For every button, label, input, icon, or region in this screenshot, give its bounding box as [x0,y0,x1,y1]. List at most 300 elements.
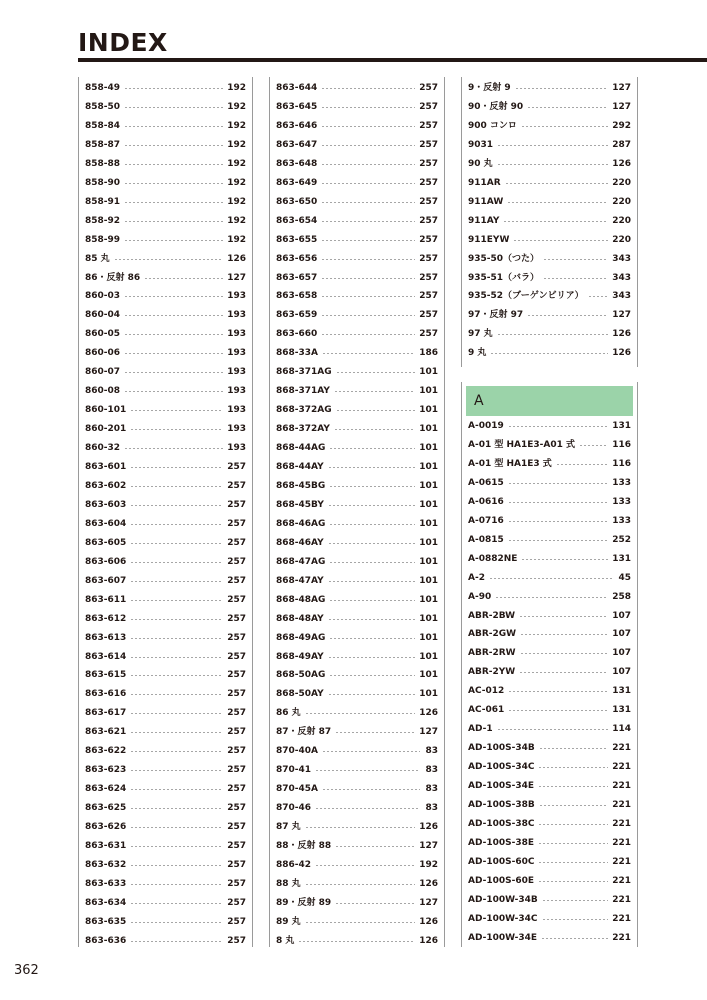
entry-page: 257 [227,480,246,491]
index-entry [276,856,438,875]
leader-dots [335,903,415,904]
index-entry [85,742,246,761]
index-entry [276,629,438,648]
entry-page: 343 [612,291,631,302]
entry-page: 220 [612,234,631,245]
index-entry [276,477,438,496]
entry-page: 101 [419,480,438,491]
leader-dots [543,278,608,279]
index-entry [276,534,438,553]
leader-dots [329,638,415,639]
entry-code: AD-1 [468,724,493,735]
entry-page: 126 [612,348,631,359]
entry-code: 863-616 [85,689,127,700]
entry-code: 9 丸 [468,348,487,359]
entry-code: 863-656 [276,253,318,264]
leader-dots [321,107,415,108]
entry-code: 863-621 [85,727,127,738]
entry-code: 87・反射 87 [276,727,332,738]
leader-dots [505,183,609,184]
entry-page: 257 [419,139,438,150]
entry-code: 868-47AY [276,575,324,586]
index-entry [85,780,246,799]
index-entry [276,98,438,117]
index-entry [468,872,631,891]
leader-dots [130,505,223,506]
entry-page: 127 [419,727,438,738]
index-entry [468,550,631,569]
entry-page: 101 [419,443,438,454]
index-entry [85,913,246,932]
index-entry [85,269,246,288]
index-entry [468,644,631,663]
entry-page: 252 [612,534,631,545]
leader-dots [144,278,223,279]
index-entry [276,231,438,250]
leader-dots [130,410,223,411]
index-entry [276,458,438,477]
entry-page: 257 [419,291,438,302]
entry-code: 870-46 [276,803,312,814]
entry-code: AD-100W-34C [468,913,538,924]
leader-dots [130,732,223,733]
leader-dots [130,808,223,809]
entry-code: 863-617 [85,708,127,719]
index-entry [468,174,631,193]
leader-dots [305,713,416,714]
index-entry [468,155,631,174]
entry-code: 863-649 [276,177,318,188]
leader-dots [130,713,223,714]
entry-code: 863-611 [85,594,127,605]
entry-code: 863-650 [276,196,318,207]
entry-page: 221 [612,800,631,810]
entry-page: 257 [227,632,246,643]
entry-page: 257 [419,215,438,226]
entry-page: 221 [612,894,631,905]
entry-page: 287 [612,139,631,150]
entry-page: 107 [612,648,631,659]
entry-code: 86・反射 86 [85,272,141,283]
entry-code: 89 丸 [276,916,301,927]
entry-page: 193 [227,405,246,416]
entry-code: 911EYW [468,234,510,245]
index-entry [276,553,438,572]
leader-dots [497,145,608,146]
entry-page: 101 [419,689,438,700]
entry-code: 863-659 [276,310,318,321]
entry-code: 860-03 [85,291,121,302]
index-entry [468,212,631,231]
leader-dots [490,353,608,354]
index-entry [85,666,246,685]
leader-dots [538,862,608,863]
entry-code: 863-644 [276,83,318,93]
entry-page: 257 [227,670,246,681]
leader-dots [321,164,415,165]
entry-page: 133 [612,477,631,488]
index-entry [85,856,246,875]
index-entry [468,493,631,512]
index-entry [276,117,438,136]
entry-page: 257 [419,234,438,245]
leader-dots [329,562,415,563]
leader-dots [124,126,223,127]
entry-code: 863-607 [85,575,127,586]
leader-dots [298,941,415,942]
entry-code: 860-07 [85,367,121,378]
leader-dots [130,562,223,563]
entry-page: 257 [419,158,438,169]
leader-dots [328,581,416,582]
leader-dots [130,884,223,885]
index-entry [85,704,246,723]
entry-page: 101 [419,462,438,472]
entry-page: 192 [419,859,438,870]
index-entry [468,136,631,155]
entry-code: 886-42 [276,859,312,870]
leader-dots [329,675,415,676]
index-title: INDEX [78,28,168,57]
entry-page: 101 [419,651,438,662]
leader-dots [538,824,608,825]
entry-code: 858-50 [85,101,121,112]
entry-code: 858-49 [85,83,121,93]
index-entry [468,417,631,436]
index-entry [468,117,631,136]
index-entry [468,739,631,758]
entry-code: 868-46AY [276,537,324,548]
entry-page: 258 [612,591,631,602]
entry-code: 858-92 [85,215,121,226]
leader-dots [495,597,608,598]
index-entry [276,875,438,894]
entry-page: 257 [227,708,246,719]
leader-dots [124,315,223,316]
entry-page: 221 [612,932,631,943]
leader-dots [489,578,613,579]
leader-dots [130,467,223,468]
entry-page: 257 [227,689,246,700]
entry-code: ABR-2RW [468,648,516,659]
index-entry [85,761,246,780]
leader-dots [130,751,223,752]
entry-page: 126 [612,158,631,169]
entry-code: 97・反射 97 [468,310,524,321]
index-entry [85,79,246,98]
leader-dots [124,391,223,392]
entry-code: A-0615 [468,477,504,488]
entry-page: 257 [227,878,246,889]
leader-dots [321,296,415,297]
index-entry [468,853,631,872]
leader-dots [508,691,608,692]
leader-dots [527,315,608,316]
leader-dots [305,922,416,923]
index-entry [85,193,246,212]
index-entry [276,306,438,325]
entry-code: 863-603 [85,499,127,510]
entry-page: 193 [227,348,246,359]
leader-dots [515,88,609,89]
index-entry [85,363,246,382]
entry-page: 192 [227,177,246,188]
leader-dots [519,616,608,617]
leader-dots [329,486,415,487]
entry-code: 8 丸 [276,935,295,946]
leader-dots [305,884,416,885]
leader-dots [521,126,608,127]
entry-code: 9031 [468,139,494,150]
index-entry [468,306,631,325]
leader-dots [124,221,223,222]
entry-code: 863-604 [85,518,127,529]
index-entry [276,344,438,363]
entry-code: 858-99 [85,234,121,245]
entry-page: 101 [419,613,438,624]
index-entry [85,875,246,894]
leader-dots [539,748,608,749]
entry-code: 90・反射 90 [468,101,524,112]
entry-code: 858-90 [85,177,121,188]
leader-dots [335,732,415,733]
entry-page: 193 [227,424,246,435]
entry-page: 257 [227,594,246,605]
title-rule [78,58,707,62]
entry-page: 257 [227,727,246,738]
index-entry [85,136,246,155]
entry-code: 870-40A [276,746,319,757]
entry-page: 220 [612,177,631,188]
index-entry [468,588,631,607]
index-entry [468,512,631,531]
leader-dots [124,240,223,241]
index-section-a [461,382,638,947]
entry-code: 860-32 [85,443,121,454]
entry-code: A-0616 [468,496,504,507]
index-entry [85,287,246,306]
index-entry [85,515,246,534]
leader-dots [124,353,223,354]
entry-code: 863-635 [85,916,127,927]
leader-dots [124,164,223,165]
entry-code: 858-91 [85,196,121,207]
entry-code: A-0716 [468,515,504,526]
entry-code: 870-41 [276,765,312,776]
index-entry [85,591,246,610]
entry-page: 126 [419,916,438,927]
index-entry [276,193,438,212]
index-entry [468,79,631,98]
entry-page: 101 [419,367,438,378]
entry-page: 126 [227,253,246,264]
leader-dots [497,164,609,165]
entry-code: 911AY [468,215,500,226]
index-entry [85,439,246,458]
entry-code: ABR-2YW [468,667,516,678]
entry-page: 131 [612,421,631,431]
entry-code: 900 コンロ [468,120,517,131]
entry-code: 88 丸 [276,878,301,889]
entry-page: 221 [612,837,631,848]
index-entry [85,799,246,818]
entry-code: 863-602 [85,480,127,491]
leader-dots [321,126,415,127]
entry-page: 343 [612,272,631,283]
leader-dots [130,846,223,847]
entry-page: 257 [227,651,246,662]
entry-page: 193 [227,310,246,321]
leader-dots [329,448,415,449]
entry-page: 257 [227,537,246,548]
index-entry [85,648,246,667]
entry-page: 83 [425,784,438,795]
index-entry [85,401,246,420]
leader-dots [321,278,415,279]
leader-dots [322,789,420,790]
entry-code: AC-012 [468,686,505,697]
leader-dots [321,145,415,146]
index-entry [85,117,246,136]
index-entry [276,704,438,723]
entry-page: 257 [227,765,246,776]
index-entry [468,474,631,493]
entry-code: 863-615 [85,670,127,681]
index-entry [276,894,438,913]
leader-dots [130,675,223,676]
index-entry [85,420,246,439]
index-entry [276,799,438,818]
index-entry [276,761,438,780]
index-entry [468,569,631,588]
entry-code: 863-614 [85,651,127,662]
entry-page: 133 [612,515,631,526]
entry-code: 868-47AG [276,556,326,567]
index-entry [276,666,438,685]
entry-code: 935-50（つた） [468,253,540,264]
index-entry [468,834,631,853]
index-entry [85,306,246,325]
index-entry [276,610,438,629]
leader-dots [130,922,223,923]
entry-code: AD-100S-34E [468,781,535,792]
index-entry [468,250,631,269]
leader-dots [508,483,608,484]
entry-code: AC-061 [468,705,505,716]
index-entry [468,455,631,474]
entry-page: 257 [419,329,438,340]
entry-page: 126 [612,329,631,340]
entry-page: 131 [612,553,631,564]
leader-dots [543,259,608,260]
index-entry [276,325,438,344]
index-entry [468,758,631,777]
entry-code: 863-647 [276,139,318,150]
entry-code: 868-46AG [276,518,326,529]
entry-code: A-0019 [468,421,504,431]
entry-code: 868-372AY [276,424,330,435]
index-entry [276,174,438,193]
entry-page: 193 [227,291,246,302]
index-entry [276,420,438,439]
entry-code: 858-87 [85,139,121,150]
index-entry [276,439,438,458]
leader-dots [130,865,223,866]
entry-page: 127 [419,897,438,908]
index-entry [468,436,631,455]
index-entry [468,910,631,929]
entry-code: 860-201 [85,424,127,435]
leader-dots [124,202,223,203]
entry-code: 863-631 [85,841,127,851]
index-entry [468,777,631,796]
leader-dots [508,540,608,541]
leader-dots [334,429,415,430]
entry-page: 192 [227,158,246,169]
leader-dots [542,919,609,920]
leader-dots [130,543,223,544]
entry-page: 83 [425,746,438,757]
index-entry [468,231,631,250]
index-entry [468,193,631,212]
entry-code: AD-100S-60C [468,856,535,867]
entry-code: 863-648 [276,158,318,169]
leader-dots [588,296,609,297]
leader-dots [521,559,608,560]
entry-page: 192 [227,234,246,245]
leader-dots [321,88,415,89]
entry-page: 192 [227,139,246,150]
index-entry [276,287,438,306]
entry-code: 868-48AG [276,594,326,605]
leader-dots [124,296,223,297]
leader-dots [321,221,415,222]
entry-page: 133 [612,496,631,507]
entry-code: 863-657 [276,272,318,283]
leader-dots [328,619,416,620]
entry-page: 101 [419,556,438,567]
entry-code: A-01 型 HA1E3 式 [468,458,552,469]
entry-page: 116 [612,439,631,450]
entry-page: 83 [425,803,438,814]
entry-page: 221 [612,856,631,867]
leader-dots [336,372,416,373]
index-entry [468,287,631,306]
index-entry [85,610,246,629]
entry-page: 257 [227,935,246,946]
leader-dots [124,145,223,146]
entry-code: 863-613 [85,632,127,643]
leader-dots [328,467,416,468]
index-entry [276,572,438,591]
leader-dots [508,710,608,711]
entry-page: 220 [612,196,631,207]
index-entry [468,344,631,363]
entry-code: 868-33A [276,348,319,359]
entry-page: 257 [419,101,438,112]
index-entry [276,155,438,174]
leader-dots [315,770,420,771]
index-entry [276,780,438,799]
leader-dots [520,653,609,654]
index-entry [85,174,246,193]
entry-code: A-01 型 HA1E3-A01 式 [468,439,576,450]
entry-page: 257 [227,556,246,567]
index-entry [276,250,438,269]
entry-code: 863-645 [276,101,318,112]
leader-dots [579,445,608,446]
leader-dots [538,786,608,787]
